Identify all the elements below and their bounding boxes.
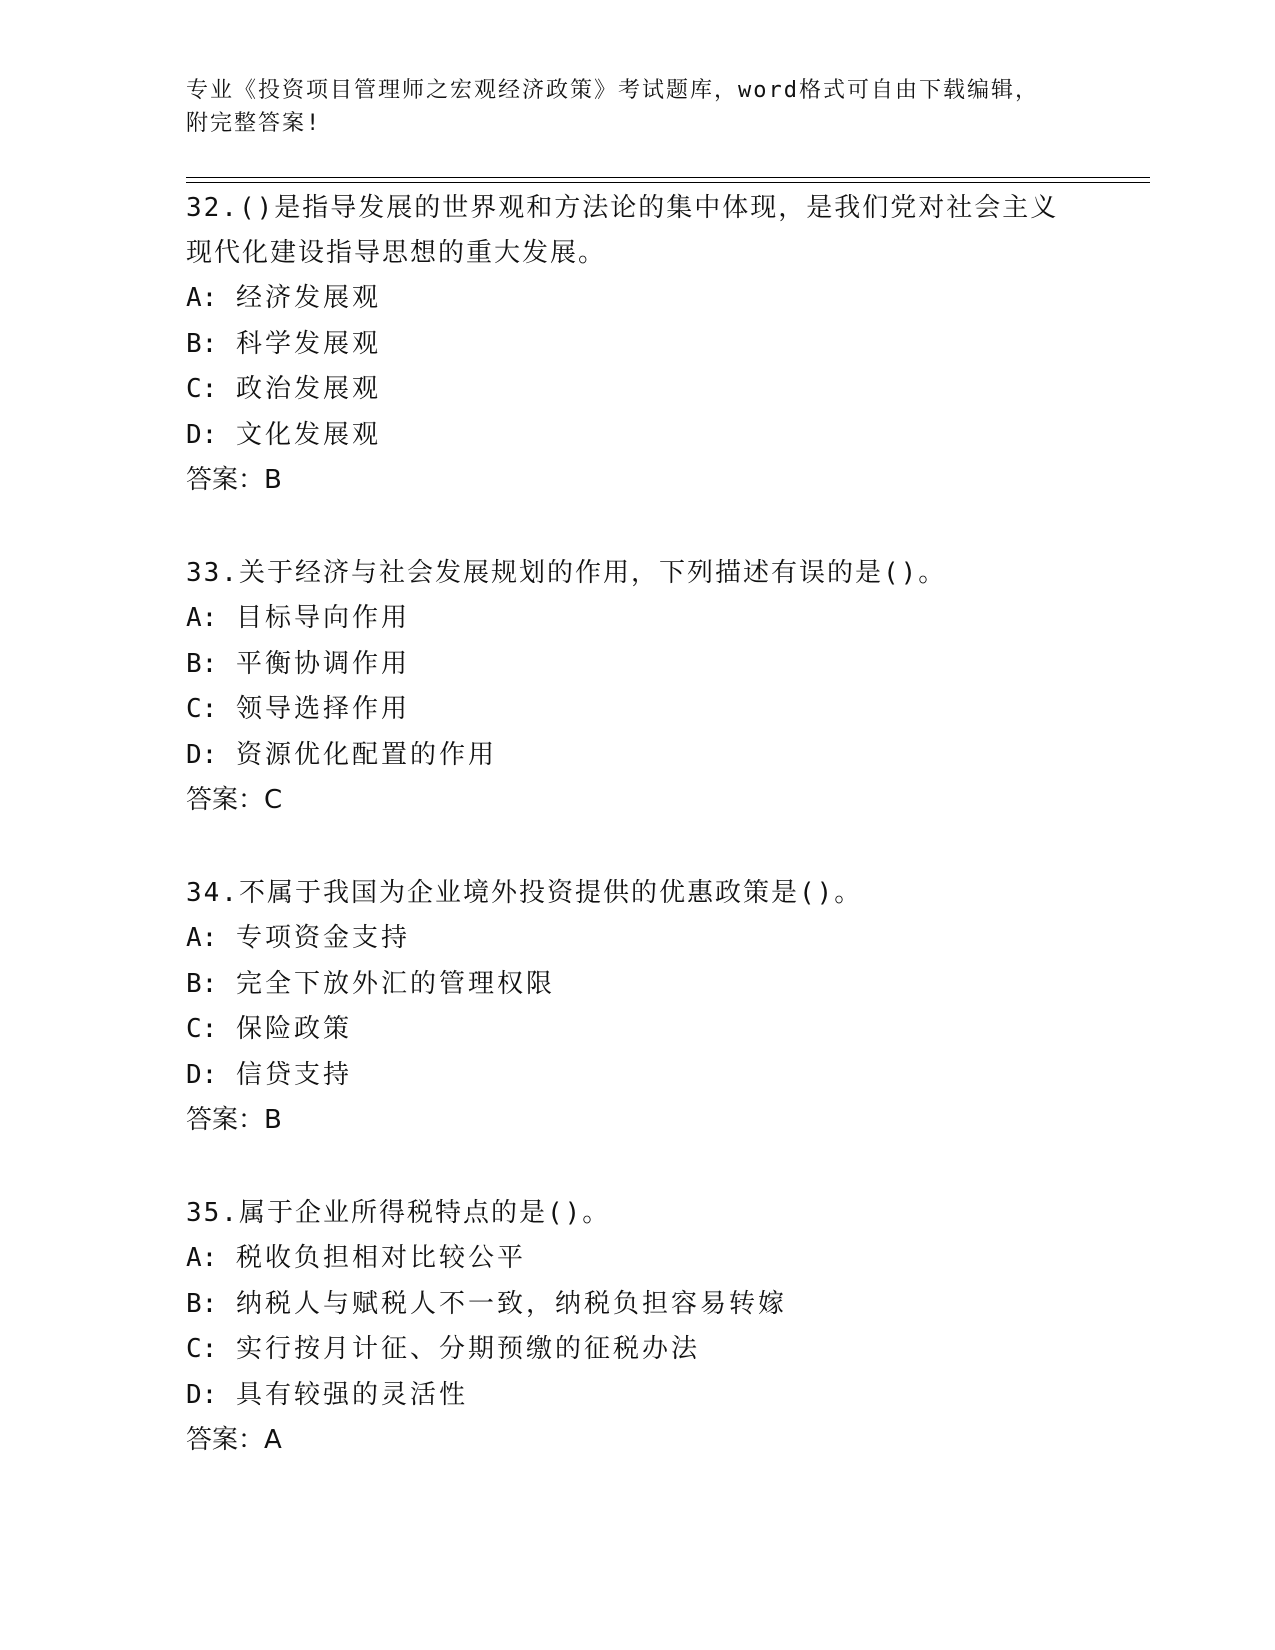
question-spacer xyxy=(186,503,1086,551)
question-32 xyxy=(186,186,1086,503)
option-c xyxy=(186,367,1086,413)
option-label: A: xyxy=(186,603,218,633)
option-label: A: xyxy=(186,1243,218,1273)
option-label: B: xyxy=(186,328,218,359)
question-33 xyxy=(186,551,1086,823)
option-text: 政治发展观 xyxy=(235,374,381,404)
question-stem-line: 现代化建设指导思想的重大发展。 xyxy=(186,238,607,268)
option-text: 专项资金支持 xyxy=(235,923,410,953)
question-spacer xyxy=(186,823,1086,871)
option-b xyxy=(186,322,1086,368)
option-text: 目标导向作用 xyxy=(235,603,410,633)
option-a xyxy=(186,916,1086,962)
question-spacer xyxy=(186,1143,1086,1191)
header-line-2: 附完整答案! xyxy=(186,111,322,136)
option-a xyxy=(186,1236,1086,1282)
option-text: 信贷支持 xyxy=(235,1059,352,1090)
question-list xyxy=(186,186,1086,1463)
option-b xyxy=(186,642,1086,688)
question-35 xyxy=(186,1191,1086,1463)
document-header xyxy=(186,74,1066,140)
question-stem-line: 32.()是指导发展的世界观和方法论的集中体现，是我们党对社会主义 xyxy=(186,193,1059,223)
option-label: B: xyxy=(186,648,218,679)
option-label: C: xyxy=(186,694,218,724)
option-text: 实行按月计征、分期预缴的征税办法 xyxy=(235,1334,700,1364)
answer-line: 答案：B xyxy=(186,465,282,495)
option-text: 文化发展观 xyxy=(235,419,381,450)
option-d xyxy=(186,413,1086,459)
question-stem-line: 34.不属于我国为企业境外投资提供的优惠政策是()。 xyxy=(186,878,863,908)
option-c xyxy=(186,1007,1086,1053)
question-34 xyxy=(186,871,1086,1143)
header-divider-top xyxy=(186,177,1150,178)
option-d xyxy=(186,1373,1086,1419)
option-b xyxy=(186,962,1086,1008)
header-line-1: 专业《投资项目管理师之宏观经济政策》考试题库，word格式可自由下载编辑， xyxy=(186,78,1039,103)
option-text: 领导选择作用 xyxy=(235,694,410,724)
option-text: 资源优化配置的作用 xyxy=(235,739,497,770)
option-c xyxy=(186,687,1086,733)
option-text: 科学发展观 xyxy=(235,328,381,359)
option-text: 经济发展观 xyxy=(235,283,381,313)
option-text: 纳税人与赋税人不一致，纳税负担容易转嫁 xyxy=(235,1288,787,1319)
option-label: D: xyxy=(186,1059,218,1090)
option-text: 具有较强的灵活性 xyxy=(235,1379,468,1410)
option-d xyxy=(186,733,1086,779)
option-label: A: xyxy=(186,923,218,953)
option-text: 平衡协调作用 xyxy=(235,648,410,679)
answer-line: 答案：B xyxy=(186,1105,282,1135)
option-label: A: xyxy=(186,283,218,313)
question-stem-line: 33.关于经济与社会发展规划的作用，下列描述有误的是()。 xyxy=(186,558,947,588)
option-a xyxy=(186,276,1086,322)
option-label: C: xyxy=(186,1334,218,1364)
option-text: 税收负担相对比较公平 xyxy=(235,1243,526,1273)
answer-line: 答案：A xyxy=(186,1425,282,1455)
answer-line: 答案：C xyxy=(186,785,283,815)
option-label: B: xyxy=(186,968,218,999)
option-a xyxy=(186,596,1086,642)
option-label: B: xyxy=(186,1288,218,1319)
option-label: D: xyxy=(186,739,218,770)
question-stem-line: 35.属于企业所得税特点的是()。 xyxy=(186,1198,611,1228)
option-label: D: xyxy=(186,1379,218,1410)
option-d xyxy=(186,1053,1086,1099)
option-text: 保险政策 xyxy=(235,1014,352,1044)
option-text: 完全下放外汇的管理权限 xyxy=(235,968,555,999)
header-divider-bottom xyxy=(186,182,1150,183)
option-b xyxy=(186,1282,1086,1328)
option-c xyxy=(186,1327,1086,1373)
option-label: C: xyxy=(186,1014,218,1044)
option-label: C: xyxy=(186,374,218,404)
option-label: D: xyxy=(186,419,218,450)
